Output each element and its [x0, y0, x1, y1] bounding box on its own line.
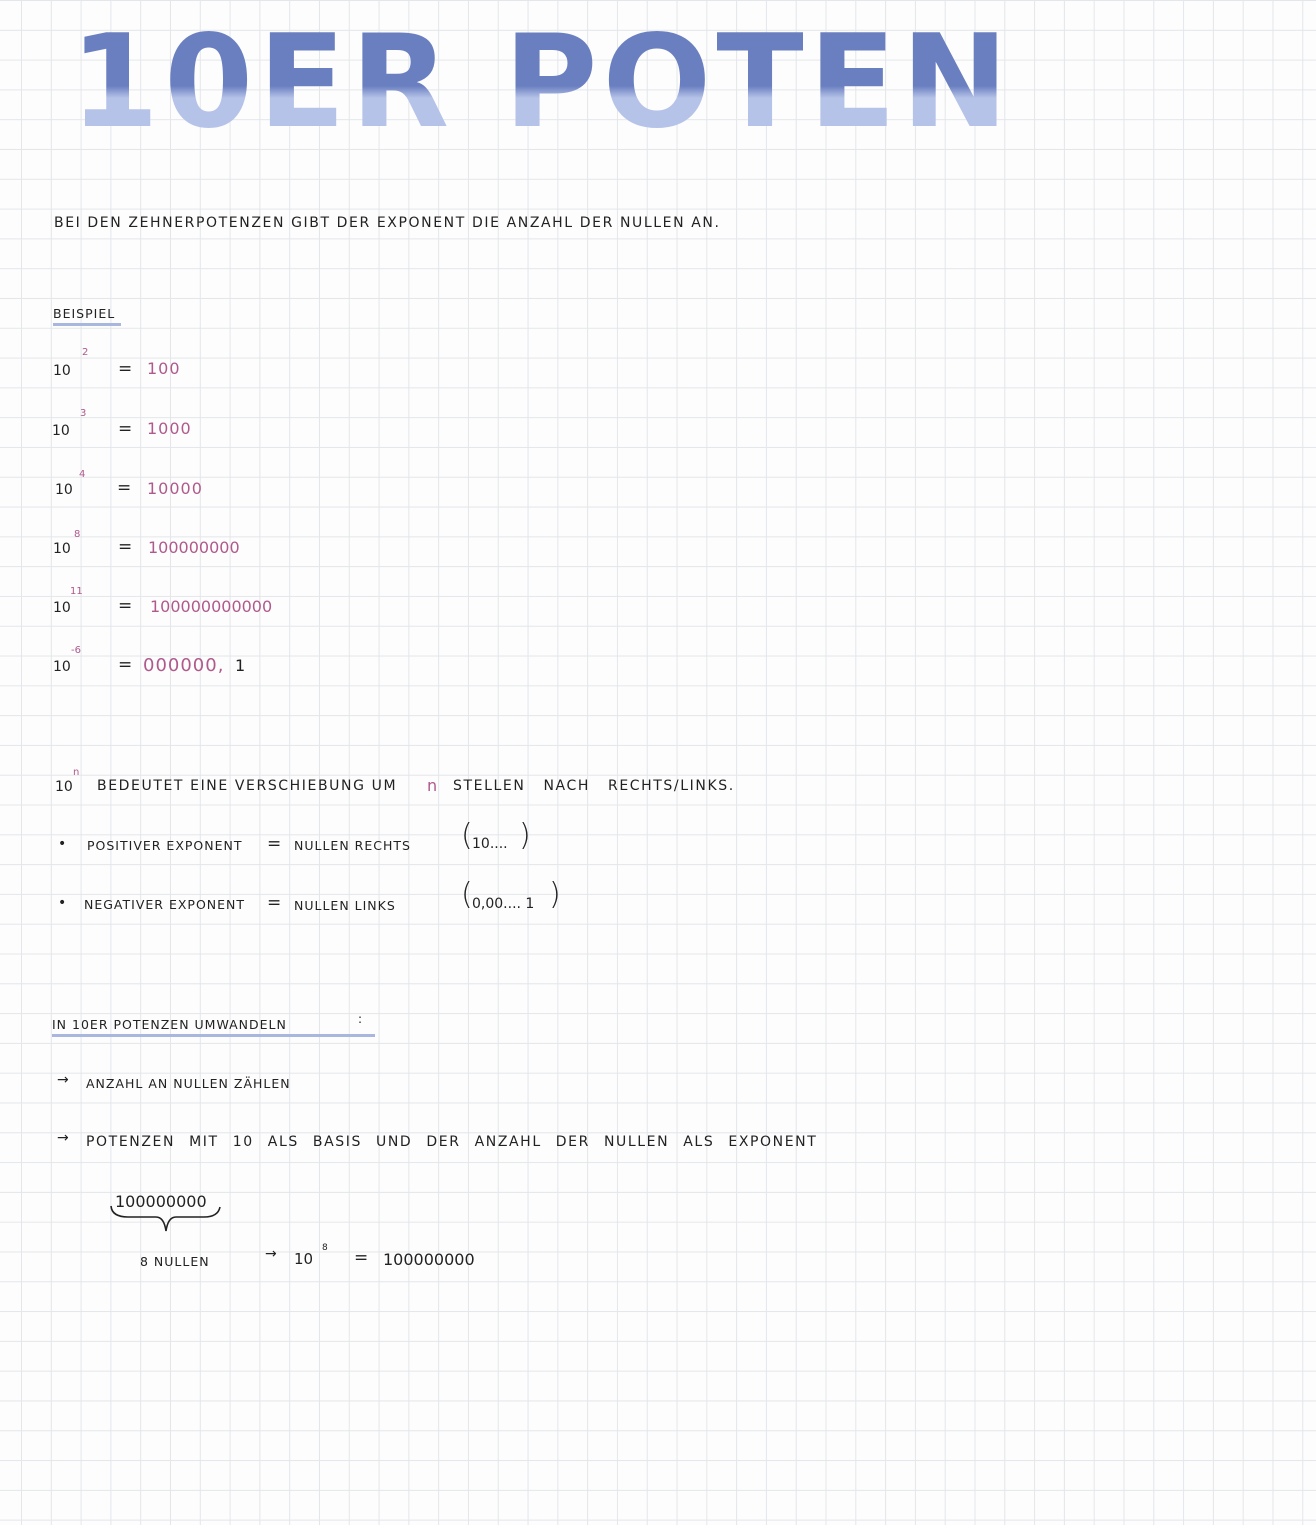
close-paren: ): [549, 877, 561, 912]
arrow-right-icon: →: [57, 1072, 71, 1088]
arrow-right-icon: →: [57, 1130, 71, 1146]
example-value: 100000000: [148, 538, 240, 557]
equals-sign: =: [267, 893, 282, 913]
rule-text-after: STELLEN NACH RECHTS/LINKS.: [453, 778, 735, 794]
open-paren: (: [461, 877, 473, 912]
arrow-right-icon: →: [265, 1246, 279, 1262]
intro-text: BEI DEN ZEHNERPOTENZEN GIBT DER EXPONENT DIE ANZAHL DER NULLEN AN.: [54, 215, 721, 231]
example-exponent: 11: [70, 586, 83, 597]
example-base: 10: [53, 659, 71, 675]
example-base: 10: [53, 541, 71, 557]
example-value: 000000,: [143, 655, 225, 676]
equals-sign: =: [118, 655, 133, 675]
open-paren: (: [461, 818, 473, 853]
rule-base: 10: [55, 779, 73, 795]
equals-sign: =: [118, 596, 133, 616]
equals-sign: =: [118, 359, 133, 379]
example-value: 10000: [147, 479, 203, 498]
curly-brace-icon: [108, 1203, 224, 1235]
example-base: 10: [52, 423, 70, 439]
convert-heading-text: IN 10ER POTENZEN UMWANDELN: [52, 1017, 287, 1032]
example-heading: BEISPIEL: [53, 306, 121, 326]
worked-result: 100000000: [383, 1250, 475, 1269]
bullet-marker: •: [58, 895, 68, 911]
equals-sign: =: [118, 419, 133, 439]
rule-variable: n: [427, 776, 439, 795]
bullet-result: NULLEN LINKS: [294, 898, 396, 913]
worked-base: 10: [294, 1250, 314, 1268]
worked-number: 100000000: [115, 1192, 207, 1211]
step-text: POTENZEN MIT 10 ALS BASIS UND DER ANZAHL DER NULLEN ALS EXPONENT: [86, 1134, 818, 1150]
example-exponent: 8: [74, 529, 81, 540]
example-exponent: 4: [79, 469, 86, 480]
example-value: 100000000000: [150, 597, 273, 616]
page-title: 10ER POTENZEN: [70, 8, 1316, 157]
equals-sign: =: [118, 537, 133, 557]
bullet-example: 10....: [472, 836, 508, 852]
example-value: 1000: [147, 419, 192, 438]
example-exponent: -6: [71, 645, 81, 656]
example-base: 10: [53, 363, 71, 379]
example-base: 10: [53, 600, 71, 616]
worked-exponent: 8: [322, 1243, 328, 1253]
equals-sign: =: [117, 478, 132, 498]
example-value: 100: [147, 359, 181, 378]
convert-heading: [52, 1017, 375, 1037]
equals-sign: =: [354, 1248, 369, 1268]
rule-exponent: n: [73, 767, 80, 778]
bullet-term: NEGATIVER EXPONENT: [84, 897, 246, 912]
bullet-term: POSITIVER EXPONENT: [87, 838, 243, 853]
bullet-result: NULLEN RECHTS: [294, 838, 411, 853]
convert-colon: :: [358, 1012, 364, 1026]
example-exponent: 3: [80, 408, 87, 419]
equals-sign: =: [267, 834, 282, 854]
brace-label: 8 NULLEN: [140, 1254, 210, 1269]
close-paren: ): [519, 818, 531, 853]
rule-text-before: BEDEUTET EINE VERSCHIEBUNG UM: [97, 778, 398, 794]
example-base: 10: [55, 482, 73, 498]
example-value-tail: 1: [235, 656, 246, 675]
bullet-example: 0,00.... 1: [472, 896, 535, 912]
step-text: ANZAHL AN NULLEN ZÄHLEN: [86, 1076, 291, 1091]
example-exponent: 2: [82, 347, 89, 358]
bullet-marker: •: [58, 836, 68, 852]
